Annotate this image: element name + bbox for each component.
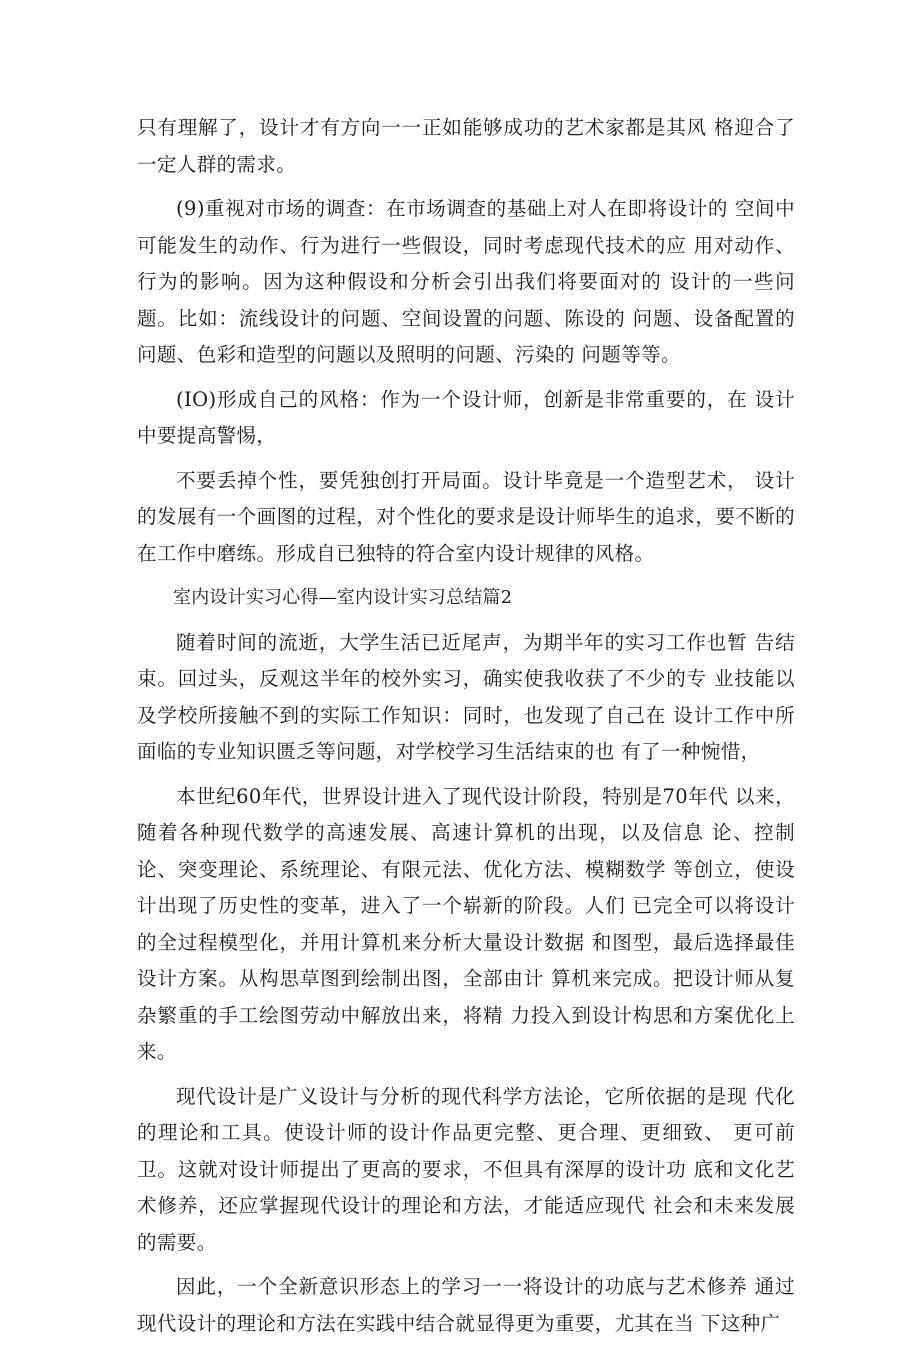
paragraph-1: 只有理解了，设计才有方向一一正如能够成功的艺术家都是其风 格迎合了一定人群的需求。	[137, 116, 795, 176]
paragraph-4: 不要丢掉个性，要凭独创打开局面。设计毕竟是一个造型艺术， 设计的发展有一个画图的过程，对个性化的要求是设计师毕生的追求，要不断的在工作中磨练。形成自已独特的符合室内设计规律的风格。	[137, 468, 795, 565]
document-body	[137, 110, 795, 1350]
section-heading: 室内设计实习心得—室内设计实习总结篇2	[173, 587, 513, 608]
paragraph-8: 因此，一个全新意识形态上的学习一一将设计的功底与艺术修养 通过现代设计的理论和方法在实践中结合就显得更为重要，尤其在当 下这种广	[137, 1275, 795, 1335]
paragraph-5: 随着时间的流逝，大学生活已近尾声，为期半年的实习工作也暂 告结束。回过头，反观这半年的校外实习，确实使我收获了不少的专 业技能以及学校所接触不到的实际工作知识：同时，也发现了自己在 设计工作中所面临的专业知识匮乏等问题，对学校学习生活结束的也 有了一种惋惜，	[137, 630, 795, 763]
paragraph-3: (IO)形成自己的风格：作为一个设计师，创新是非常重要的，在 设计中要提高警惕，	[137, 387, 795, 447]
paragraph-6: 本世纪60年代，世界设计进入了现代设计阶段，特别是70年代 以来，随着各种现代数学的高速发展、高速计算机的出现，以及信息 论、控制论、突变理论、系统理论、有限元法、优化方法、模糊数学 等创立，使设计出现了历史性的变革，进入了一个崭新的阶段。人们 已完全可以将设计的全过程模型化，并用计算机来分析大量设计数据 和图型，最后选择最佳设计方案。从构思草图到绘制出图，全部由计 算机来完成。把设计师从复杂繁重的手工绘图劳动中解放出来，将精 力投入到设计构思和方案优化上来。	[137, 784, 795, 1063]
paragraph-2: (9)重视对市场的调查：在市场调查的基础上对人在即将设计的 空间中可能发生的动作、行为进行一些假设，同时考虑现代技术的应 用对动作、行为的影响。因为这种假设和分析会引出我们将要面对的 设计的一些问题。比如：流线设计的问题、空间设置的问题、陈设的 问题、设备配置的问题、色彩和造型的问题以及照明的问题、污染的 问题等等。	[137, 197, 795, 366]
paragraph-7: 现代设计是广义设计与分析的现代科学方法论，它所依据的是现 代化的理论和工具。使设计师的设计作品更完整、更合理、更细致、 更可前卫。这就对设计师提出了更高的要求，不但具有深厚的设计功 底和文化艺术修养，还应掌握现代设计的理论和方法，才能适应现代 社会和未来发展的需要。	[137, 1084, 795, 1254]
